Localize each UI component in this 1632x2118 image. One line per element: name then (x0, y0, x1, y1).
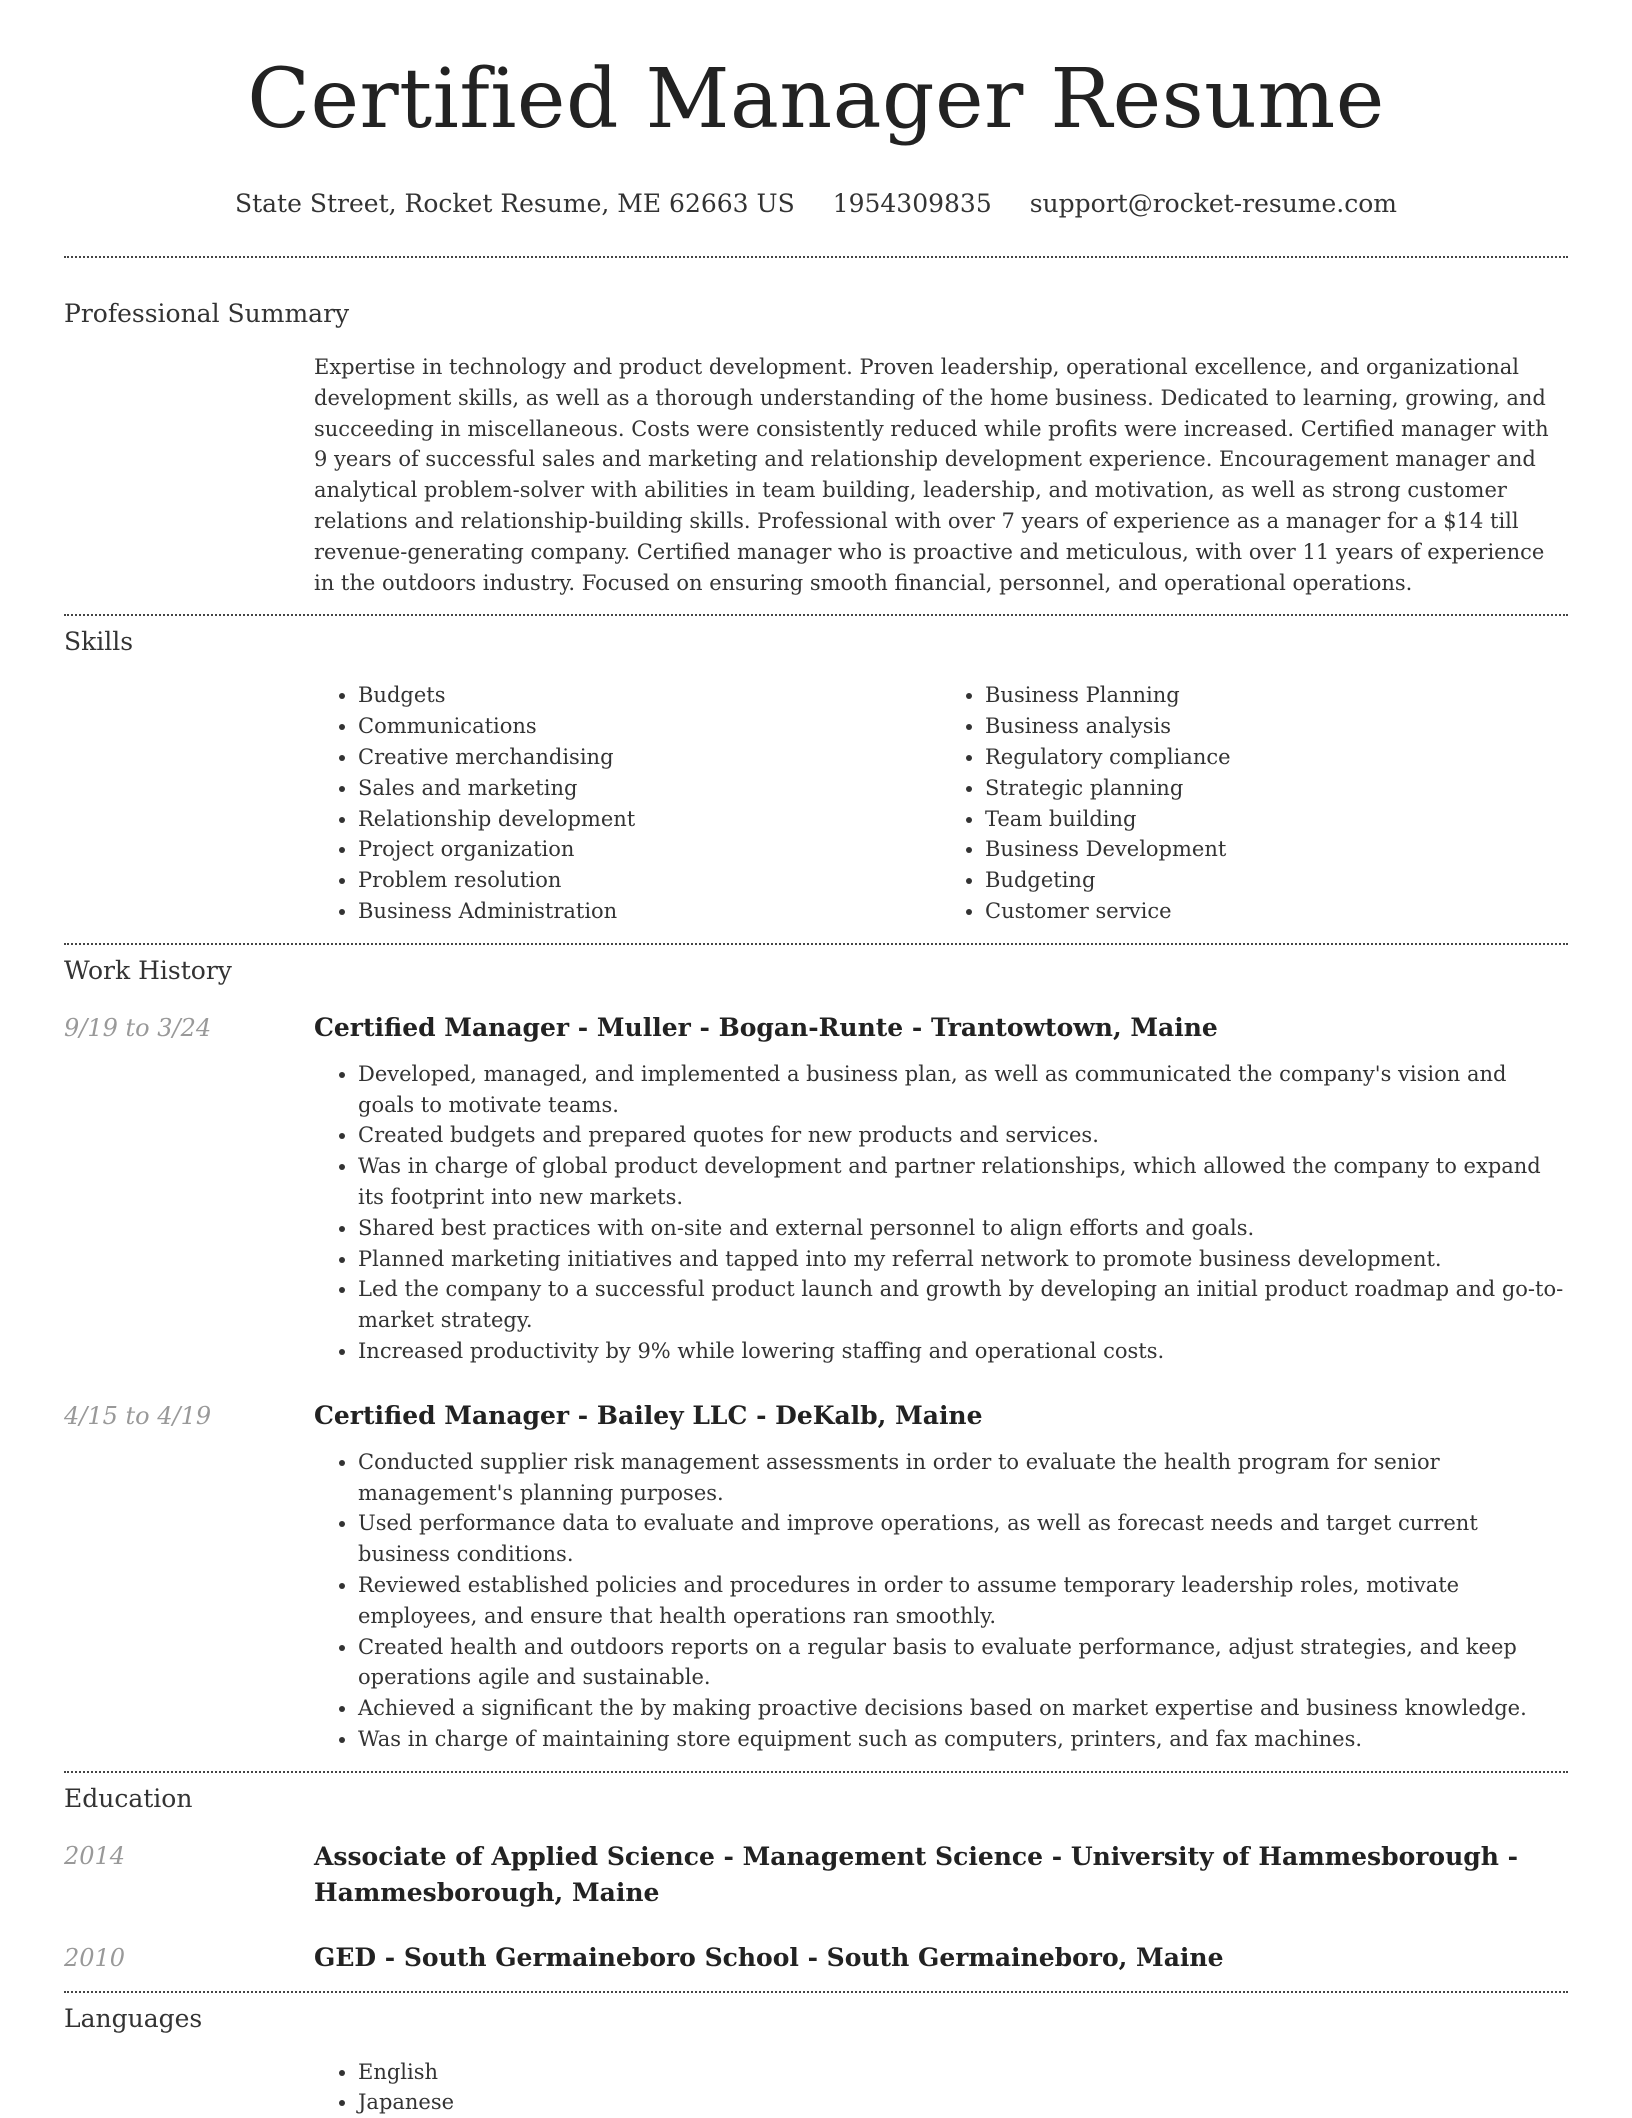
education-year: 2014 (64, 1841, 126, 1870)
education-entry (64, 1839, 1568, 1911)
contact-line (0, 188, 1632, 220)
job-bullet: • Shared best practices with on-site and external personnel to align efforts and goals. (358, 1213, 1568, 1244)
job-bullet: • Used performance data to evaluate and improve operations, as well as forecast needs and target current business conditions. (358, 1508, 1568, 1570)
job-bullet: • Conducted supplier risk management assessments in order to evaluate the health program for senior management's planning purposes. (358, 1447, 1568, 1509)
section-divider (64, 1771, 1568, 1773)
contact-email: support@rocket-resume.com (1029, 189, 1398, 218)
skill-item: • Relationship development (358, 804, 941, 835)
skill-item: • Team building (985, 804, 1568, 835)
skills-section (64, 626, 1568, 926)
education-degree: GED - South Germaineboro School - South Germaineboro, Maine (314, 1942, 1224, 1972)
language-item: • Japanese (358, 2087, 1568, 2118)
job-title: Certified Manager - Muller - Bogan-Runte - Trantowtown, Maine (314, 1012, 1218, 1042)
job-bullets (314, 1447, 1568, 1755)
skill-item: • Strategic planning (985, 773, 1568, 804)
summary-section (64, 298, 1568, 598)
section-divider (64, 614, 1568, 616)
job-bullet: • Planned marketing initiatives and tapped into my referral network to promote business development. (358, 1244, 1568, 1275)
skills-list (314, 680, 1568, 926)
job-bullet: • Reviewed established policies and procedures in order to assume temporary leadership roles, motivate employees, and ensure that health operations ran smoothly. (358, 1570, 1568, 1632)
section-divider (64, 943, 1568, 945)
skill-item: • Budgeting (985, 865, 1568, 896)
skill-item: • Sales and marketing (358, 773, 941, 804)
skill-item: • Communications (358, 711, 941, 742)
work-section (64, 955, 1568, 1755)
summary-text: Expertise in technology and product development. Proven leadership, operational excellence, and organizational development skills, as well as a thorough understanding of the home business. Dedicated to learning, growing, and succeeding in miscellaneous. Costs were consistently reduced while profits were increased. Certified manager with 9 years of successful sales and marketing and relationship development experience. Encouragement manager and analytical problem-solver with abilities in team building, leadership, and motivation, as well as strong customer relations and relationship-building skills. Professional with over 7 years of experience as a manager for a $14 till revenue-generating company. Certified manager who is proactive and meticulous, with over 11 years of experience in the outdoors industry. Focused on ensuring smooth financial, personnel, and operational operations. (314, 355, 1549, 595)
job-bullet: • Achieved a significant the by making proactive decisions based on market expertise and business knowledge. (358, 1693, 1568, 1724)
job-bullet: • Led the company to a successful product launch and growth by developing an initial product roadmap and go-to-market strategy. (358, 1274, 1568, 1336)
job-bullet: • Increased productivity by 9% while lowering staffing and operational costs. (358, 1336, 1568, 1367)
job-bullets (314, 1059, 1568, 1367)
job-bullet: • Created health and outdoors reports on a regular basis to evaluate performance, adjust strategies, and keep operations agile and sustainable. (358, 1632, 1568, 1694)
skill-item: • Regulatory compliance (985, 742, 1568, 773)
summary-title: Professional Summary (64, 299, 350, 328)
skill-item: • Budgets (358, 680, 941, 711)
work-title: Work History (64, 955, 232, 985)
education-section (64, 1783, 1568, 1975)
skills-title: Skills (64, 627, 134, 657)
languages-title: Languages (64, 2003, 203, 2033)
education-title: Education (64, 1783, 193, 1813)
job-bullet: • Was in charge of maintaining store equipment such as computers, printers, and fax machines. (358, 1724, 1568, 1755)
skills-column-left (314, 680, 941, 926)
skill-item: • Creative merchandising (358, 742, 941, 773)
skill-item: • Business analysis (985, 711, 1568, 742)
contact-address: State Street, Rocket Resume, ME 62663 US (234, 189, 795, 218)
section-divider (64, 1991, 1568, 1993)
skill-item: • Project organization (358, 834, 941, 865)
job-bullet: • Was in charge of global product development and partner relationships, which allowed the company to expand its footprint into new markets. (358, 1151, 1568, 1213)
skill-item: • Business Administration (358, 896, 941, 927)
skill-item: • Business Planning (985, 680, 1568, 711)
resume-name: Certified Manager Resume (247, 52, 1385, 147)
languages-list (314, 2057, 1568, 2118)
skill-item: • Problem resolution (358, 865, 941, 896)
skill-item: • Business Development (985, 834, 1568, 865)
job-dates: 4/15 to 4/19 (64, 1401, 212, 1430)
education-degree: Associate of Applied Science - Management Science - University of Hammesborough - Hammesborough, Maine (314, 1841, 1519, 1907)
job-bullet: • Developed, managed, and implemented a business plan, as well as communicated the company's vision and goals to motivate teams. (358, 1059, 1568, 1121)
job-title: Certified Manager - Bailey LLC - DeKalb, Maine (314, 1400, 983, 1430)
education-entry (64, 1941, 1568, 1975)
job-dates: 9/19 to 3/24 (64, 1013, 212, 1042)
resume-header (0, 0, 1632, 220)
education-year: 2010 (64, 1943, 126, 1972)
skill-item: • Customer service (985, 896, 1568, 927)
language-item: • English (358, 2057, 1568, 2088)
job-entry (64, 1011, 1568, 1367)
languages-section (64, 2003, 1568, 2118)
contact-phone: 1954309835 (832, 189, 992, 218)
section-divider (64, 256, 1568, 258)
skills-column-right (941, 680, 1568, 926)
job-entry (64, 1399, 1568, 1755)
job-bullet: • Created budgets and prepared quotes for new products and services. (358, 1120, 1568, 1151)
